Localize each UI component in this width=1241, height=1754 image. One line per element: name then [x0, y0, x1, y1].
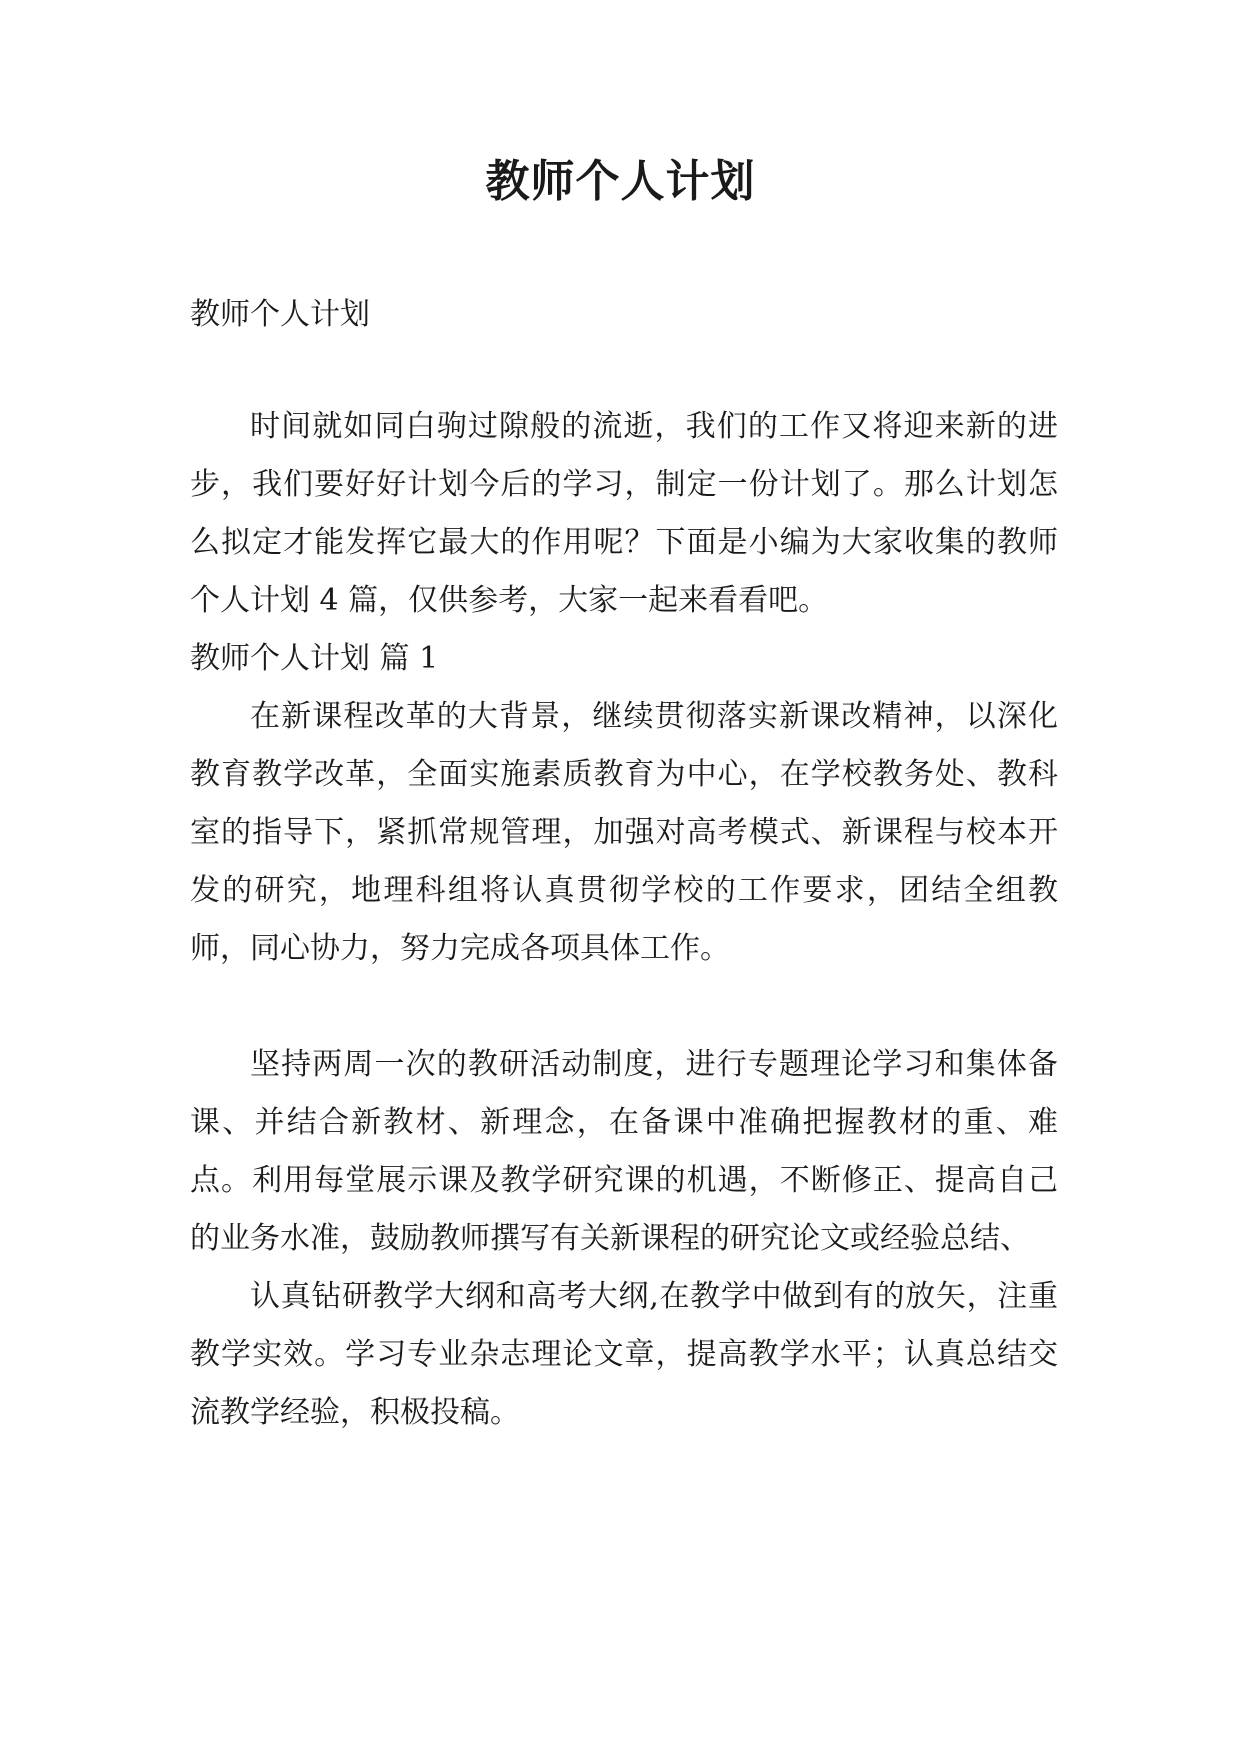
body-paragraph-2: 坚持两周一次的教研活动制度，进行专题理论学习和集体备课、并结合新教材、新理念，在备课中准确把握教材的重、难点。利用每堂展示课及教学研究课的机遇，不断修正、提高自己的业务水准，鼓励教师撰写有关新课程的研究论文或经验总结、: [190, 1047, 1058, 1256]
document-subheading: 教师个人计划: [190, 297, 370, 332]
body-paragraph-3: 认真钻研教学大纲和高考大纲,在教学中做到有的放矢，注重教学实效。学习专业杂志理论文章，提高教学水平；认真总结交流教学经验，积极投稿。: [190, 1279, 1058, 1430]
body-paragraph-1: 在新课程改革的大背景，继续贯彻落实新课改精神，以深化教育教学改革，全面实施素质教育为中心，在学校教务处、教科室的指导下，紧抓常规管理，加强对高考模式、新课程与校本开发的研究，地理科组将认真贯彻学校的工作要求，团结全组教师，同心协力，努力完成各项具体工作。: [190, 699, 1058, 966]
section-heading: 教师个人计划 篇 1: [190, 641, 439, 676]
intro-paragraph: 时间就如同白驹过隙般的流逝，我们的工作又将迎来新的进步，我们要好好计划今后的学习，制定一份计划了。那么计划怎么拟定才能发挥它最大的作用呢？下面是小编为大家收集的教师个人计划 4 篇，仅供参考，大家一起来看看吧。: [190, 409, 1058, 618]
document-title: 教师个人计划: [485, 156, 756, 207]
document-body: [190, 286, 1058, 1442]
